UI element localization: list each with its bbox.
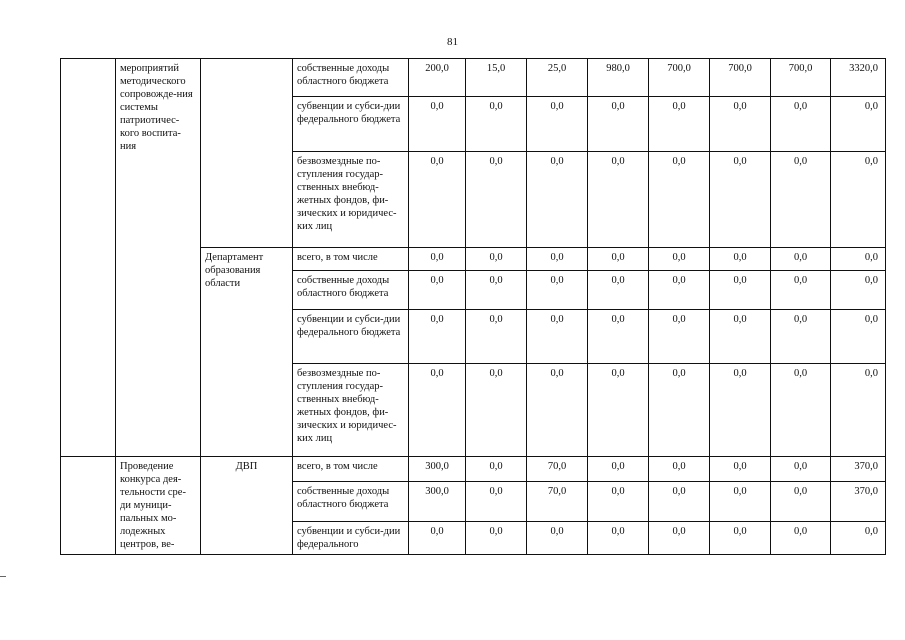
value-cell: 0,0 — [649, 310, 710, 364]
value-cell: 700,0 — [771, 59, 831, 97]
total-cell: 3320,0 — [831, 59, 886, 97]
value-cell: 0,0 — [710, 271, 771, 310]
event-name-cell: Проведение конкурса дея-тельности сре-ди муници-пальных мо-лодежных центров, ве- — [116, 457, 201, 555]
value-cell: 0,0 — [527, 248, 588, 271]
value-cell: 0,0 — [771, 457, 831, 482]
value-cell: 0,0 — [771, 97, 831, 152]
value-cell: 0,0 — [649, 248, 710, 271]
value-cell: 0,0 — [710, 248, 771, 271]
value-cell: 0,0 — [588, 271, 649, 310]
value-cell: 0,0 — [466, 248, 527, 271]
value-cell: 0,0 — [409, 271, 466, 310]
value-cell: 0,0 — [409, 248, 466, 271]
total-cell: 370,0 — [831, 457, 886, 482]
value-cell: 980,0 — [588, 59, 649, 97]
budget-table-container — [60, 58, 885, 555]
value-cell: 0,0 — [710, 97, 771, 152]
value-cell: 0,0 — [771, 521, 831, 554]
value-cell: 0,0 — [527, 310, 588, 364]
value-cell: 15,0 — [466, 59, 527, 97]
scan-edge-mark — [0, 576, 6, 577]
value-cell: 0,0 — [710, 482, 771, 521]
budget-table — [60, 58, 886, 555]
value-cell: 0,0 — [466, 97, 527, 152]
funding-source-cell: всего, в том числе — [293, 457, 409, 482]
value-cell: 0,0 — [588, 482, 649, 521]
value-cell: 0,0 — [710, 152, 771, 248]
total-cell: 0,0 — [831, 97, 886, 152]
value-cell: 300,0 — [409, 482, 466, 521]
value-cell: 0,0 — [771, 310, 831, 364]
funding-source-cell: субвенции и субси-дии федерального — [293, 521, 409, 554]
executor-cell: ДВП — [201, 457, 293, 555]
value-cell: 0,0 — [649, 152, 710, 248]
event-name-cell: мероприятий методического сопровожде-ния системы патриотичес-кого воспита-ния — [116, 59, 201, 457]
value-cell: 0,0 — [527, 521, 588, 554]
executor-cell — [201, 59, 293, 248]
funding-source-cell: собственные доходы областного бюджета — [293, 271, 409, 310]
funding-source-cell: безвозмездные по-ступления государ-ственных внебюд-жетных фондов, фи-зических и юридичес-ких лиц — [293, 152, 409, 248]
funding-source-cell: субвенции и субси-дии федерального бюджета — [293, 97, 409, 152]
value-cell: 0,0 — [649, 482, 710, 521]
executor-cell: Департамент образования области — [201, 248, 293, 457]
value-cell: 0,0 — [649, 457, 710, 482]
value-cell: 0,0 — [649, 97, 710, 152]
value-cell: 0,0 — [771, 152, 831, 248]
value-cell: 0,0 — [649, 364, 710, 457]
value-cell: 0,0 — [466, 152, 527, 248]
value-cell: 0,0 — [466, 364, 527, 457]
value-cell: 25,0 — [527, 59, 588, 97]
row-number-cell — [61, 457, 116, 555]
value-cell: 0,0 — [588, 364, 649, 457]
value-cell: 0,0 — [466, 310, 527, 364]
value-cell: 0,0 — [527, 271, 588, 310]
total-cell: 0,0 — [831, 152, 886, 248]
value-cell: 0,0 — [588, 248, 649, 271]
value-cell: 0,0 — [527, 152, 588, 248]
value-cell: 0,0 — [466, 521, 527, 554]
value-cell: 0,0 — [588, 97, 649, 152]
value-cell: 0,0 — [771, 271, 831, 310]
value-cell: 70,0 — [527, 457, 588, 482]
value-cell: 0,0 — [710, 457, 771, 482]
value-cell: 0,0 — [710, 310, 771, 364]
total-cell: 0,0 — [831, 248, 886, 271]
value-cell: 0,0 — [527, 97, 588, 152]
total-cell: 0,0 — [831, 310, 886, 364]
funding-source-cell: всего, в том числе — [293, 248, 409, 271]
funding-source-cell: собственные доходы областного бюджета — [293, 482, 409, 521]
funding-source-cell: безвозмездные по-ступления государ-ственных внебюд-жетных фондов, фи-зических и юридичес-ких лиц — [293, 364, 409, 457]
value-cell: 0,0 — [588, 457, 649, 482]
total-cell: 0,0 — [831, 364, 886, 457]
value-cell: 0,0 — [409, 364, 466, 457]
page-number: 81 — [447, 36, 458, 48]
total-cell: 370,0 — [831, 482, 886, 521]
funding-source-cell: субвенции и субси-дии федерального бюджета — [293, 310, 409, 364]
value-cell: 200,0 — [409, 59, 466, 97]
value-cell: 0,0 — [588, 310, 649, 364]
value-cell: 0,0 — [588, 521, 649, 554]
value-cell: 300,0 — [409, 457, 466, 482]
value-cell: 0,0 — [771, 364, 831, 457]
value-cell: 0,0 — [771, 248, 831, 271]
value-cell: 0,0 — [466, 271, 527, 310]
value-cell: 0,0 — [649, 271, 710, 310]
value-cell: 70,0 — [527, 482, 588, 521]
value-cell: 0,0 — [466, 457, 527, 482]
value-cell: 0,0 — [409, 97, 466, 152]
value-cell: 0,0 — [466, 482, 527, 521]
table-row — [61, 59, 886, 97]
value-cell: 0,0 — [409, 310, 466, 364]
value-cell: 0,0 — [710, 364, 771, 457]
value-cell: 0,0 — [649, 521, 710, 554]
total-cell: 0,0 — [831, 521, 886, 554]
value-cell: 0,0 — [409, 521, 466, 554]
value-cell: 0,0 — [527, 364, 588, 457]
value-cell: 0,0 — [710, 521, 771, 554]
value-cell: 0,0 — [771, 482, 831, 521]
value-cell: 700,0 — [649, 59, 710, 97]
value-cell: 0,0 — [588, 152, 649, 248]
table-row — [61, 457, 886, 482]
row-number-cell — [61, 59, 116, 457]
value-cell: 700,0 — [710, 59, 771, 97]
funding-source-cell: собственные доходы областного бюджета — [293, 59, 409, 97]
value-cell: 0,0 — [409, 152, 466, 248]
total-cell: 0,0 — [831, 271, 886, 310]
